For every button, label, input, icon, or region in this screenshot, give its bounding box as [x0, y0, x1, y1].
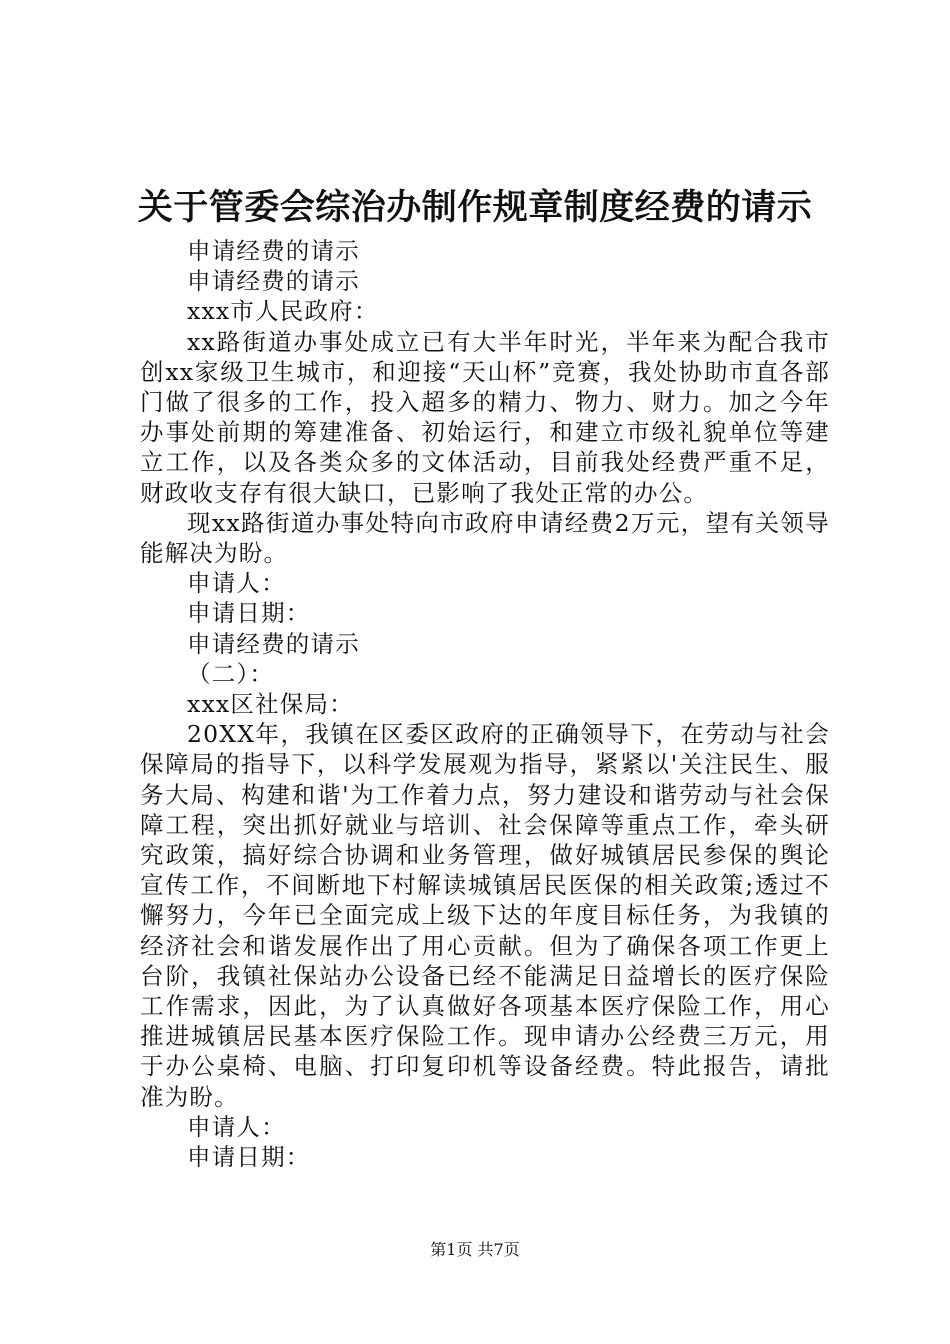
document-body — [140, 236, 830, 1172]
paragraph: 申请经费的请示 — [187, 629, 360, 658]
paragraph: xxx市人民政府： — [187, 297, 379, 326]
paragraph: xx路街道办事处成立已有大半年时光，半年来为配合我市创xx家级卫生城市，和迎接“天山杯”竞赛，我处协助市直各部门做了很多的工作，投入超多的精力、物力、财力。加之今年办事处前期的筹建准备、初始运行，和建立市级礼貌单位等建立工作，以及各类众多的文体活动，目前我处经费严重不足，财政收支存有很大缺口，已影响了我处正常的办公。 — [140, 327, 830, 507]
paragraph: 申请日期： — [187, 1143, 311, 1172]
document-title: 关于管委会综治办制作规章制度经费的请示 — [137, 188, 813, 228]
paragraph: 申请日期： — [187, 599, 311, 628]
paragraph: （二）： — [187, 659, 275, 688]
paragraph: 20XX年，我镇在区委区政府的正确领导下，在劳动与社会保障局的指导下，以科学发展观为指导，紧紧以'关注民生、服务大局、构建和谐'为工作着力点，努力建设和谐劳动与社会保障工程，突出抓好就业与培训、社会保障等重点工作，牵头研究政策，搞好综合协调和业务管理，做好城镇居民参保的舆论宣传工作，不间断地下村解读城镇居民医保的相关政策;透过不懈努力，今年已全面完成上级下达的年度目标任务，为我镇的经济社会和谐发展作出了用心贡献。但为了确保各项工作更上台阶，我镇社保站办公设备已经不能满足日益增长的医疗保险工作需求，因此，为了认真做好各项基本医疗保险工作，用心推进城镇居民基本医疗保险工作。现申请办公经费三万元，用于办公桌椅、电脑、打印复印机等设备经费。特此报告，请批准为盼。 — [140, 720, 830, 1111]
paragraph: xxx区社保局： — [187, 690, 354, 719]
paragraph: 申请经费的请示 — [187, 237, 360, 265]
paragraph: 申请经费的请示 — [187, 267, 360, 296]
paragraph: 申请人： — [187, 569, 286, 598]
paragraph: 现xx路街道办事处特向市政府申请经费2万元，望有关领导能解决为盼。 — [140, 508, 830, 568]
paragraph: 申请人： — [187, 1112, 286, 1141]
page-footer: 第1页 共7页 — [430, 1240, 520, 1259]
